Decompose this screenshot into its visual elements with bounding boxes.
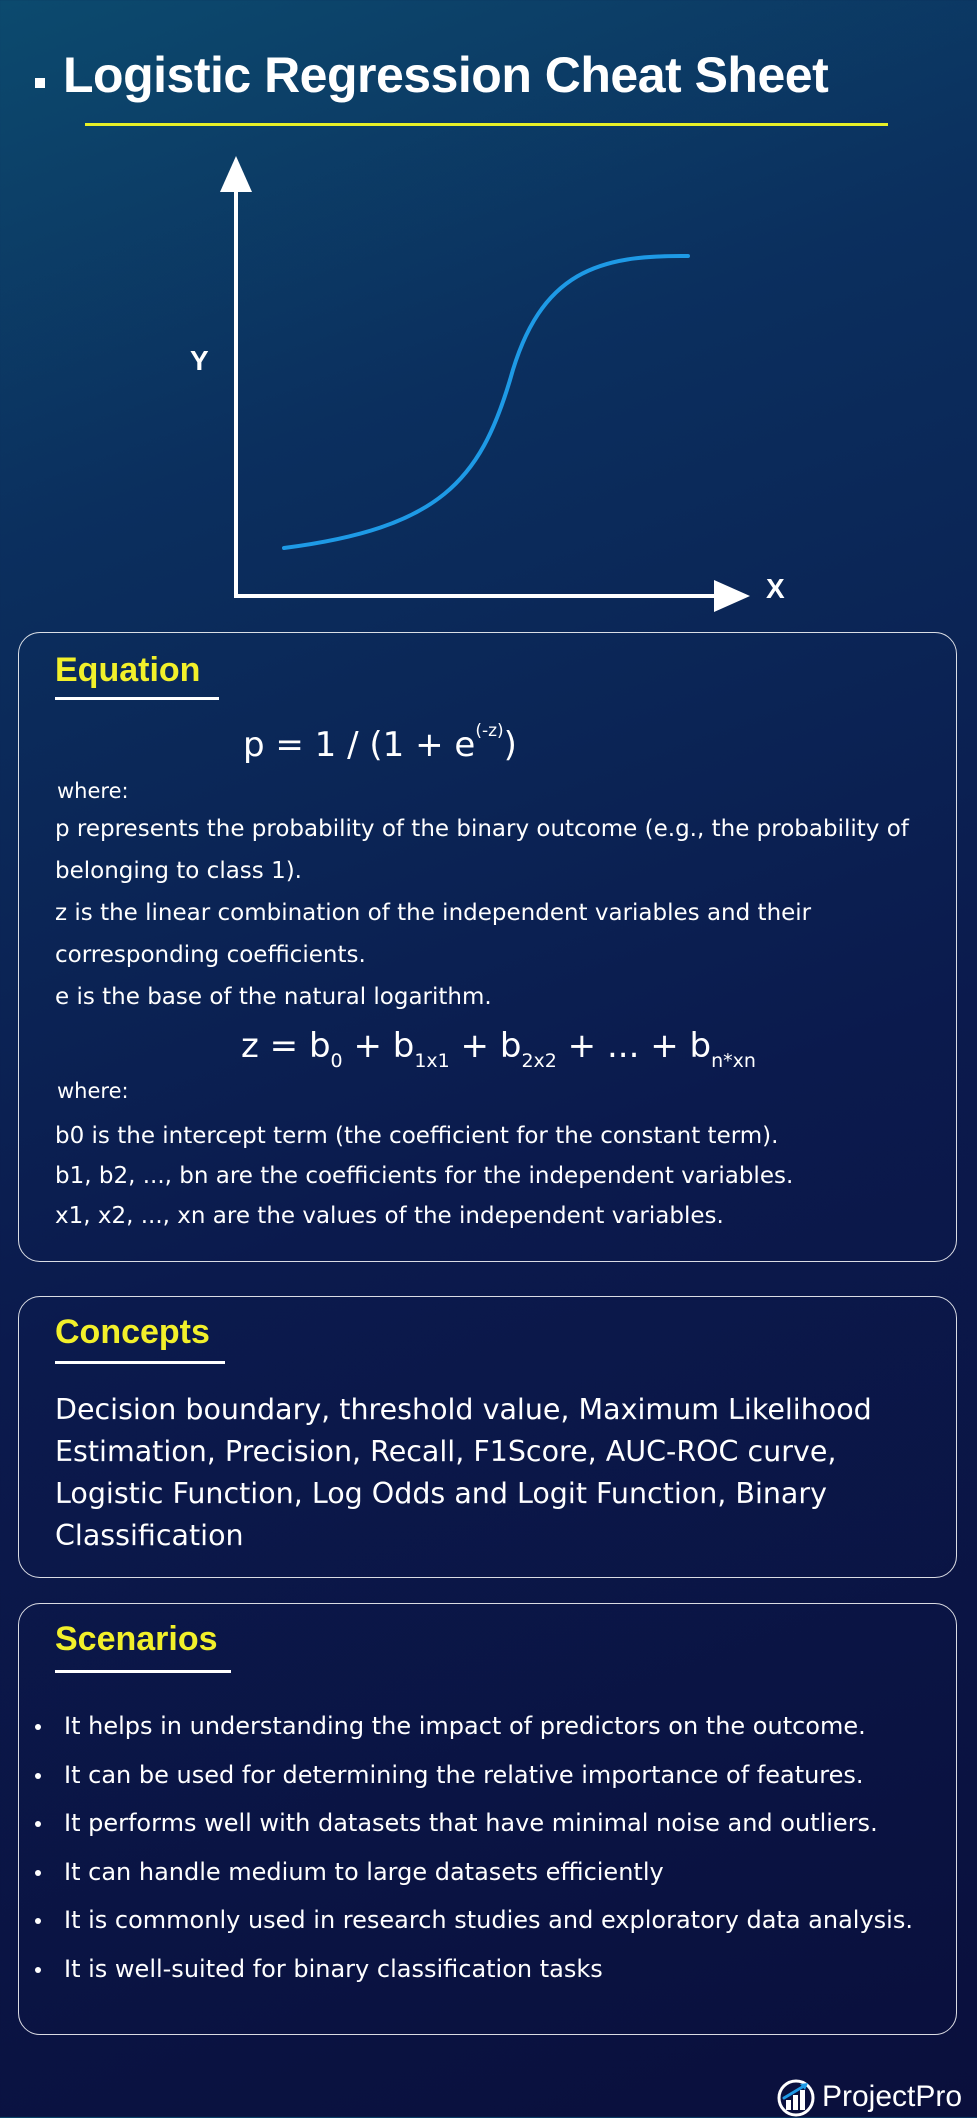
- scenarios-card: [18, 1603, 957, 2035]
- list-item: [19, 1848, 958, 1897]
- desc-e: e is the base of the natural logarithm.: [55, 984, 492, 1010]
- list-item: [19, 1945, 958, 1994]
- equation-card: [18, 632, 957, 1262]
- bullet-dot: [35, 1967, 41, 1973]
- sigmoid-svg: [180, 150, 800, 630]
- equation-description-2: [55, 1116, 932, 1236]
- equation-heading-underline: [55, 697, 219, 700]
- y-axis-label: Y: [190, 345, 209, 376]
- list-item: [19, 1751, 958, 1800]
- desc-b0: b0 is the intercept term (the coefficient for the constant term).: [55, 1123, 779, 1149]
- concepts-text: Decision boundary, threshold value, Maximum Likelihood Estimation, Precision, Recall, F1Score, AUC-ROC curve, Logistic Function, Log Odds and Logit Function, Binary Classification: [55, 1393, 872, 1552]
- scenarios-list: [19, 1702, 958, 1993]
- desc-z: z is the linear combination of the independent variables and their corresponding coefficients.: [55, 900, 812, 968]
- y-axis-arrow: [220, 156, 252, 192]
- formula2-sub: 2x2: [521, 1050, 557, 1072]
- scenarios-heading-underline: [55, 1670, 231, 1673]
- scenarios-heading: Scenarios: [55, 1620, 218, 1658]
- list-item-text: It can be used for determining the relative importance of features.: [64, 1760, 864, 1789]
- list-item-text: It is commonly used in research studies and exploratory data analysis.: [64, 1906, 913, 1934]
- brand-name: ProjectPro: [822, 2080, 963, 2113]
- desc-p: p represents the probability of the binary outcome (e.g., the probability of belonging to class 1).: [55, 816, 909, 884]
- formula2-sub: 0: [330, 1050, 343, 1072]
- page-title: Logistic Regression Cheat Sheet: [63, 47, 829, 103]
- title-underline: [85, 123, 888, 126]
- list-item-text: It helps in understanding the impact of predictors on the outcome.: [64, 1712, 866, 1740]
- desc-bn: b1, b2, ..., bn are the coefficients for the independent variables.: [55, 1163, 794, 1189]
- bullet-dot: [35, 1918, 41, 1924]
- list-item-text: It can handle medium to large datasets efficiently: [64, 1857, 664, 1886]
- x-axis-arrow: [714, 580, 750, 612]
- formula2-part: + ... + b: [556, 1026, 712, 1066]
- formula2-sub: n*xn: [711, 1050, 756, 1072]
- linear-combination-formula: [241, 1026, 756, 1072]
- list-item-text: It performs well with datasets that have minimal noise and outliers.: [64, 1809, 878, 1837]
- title-bullet: [35, 78, 45, 88]
- formula2-part: + b: [342, 1026, 415, 1066]
- equation-description-1: [55, 808, 932, 1018]
- where-label-2: where:: [57, 1079, 129, 1103]
- concepts-heading-underline: [55, 1361, 225, 1364]
- list-item-text: It is well-suited for binary classification tasks: [64, 1954, 603, 1983]
- formula2-sub: 1x1: [414, 1050, 450, 1072]
- x-axis-label: X: [766, 573, 785, 604]
- concepts-card: [18, 1296, 957, 1578]
- formula1-lhs: p = 1 / (1 + e: [243, 725, 476, 765]
- bullet-dot: [35, 1724, 41, 1730]
- concepts-heading: Concepts: [55, 1313, 210, 1351]
- probability-formula: [243, 721, 517, 765]
- formula1-exponent: (-z): [475, 721, 504, 741]
- bullet-dot: [35, 1821, 41, 1827]
- formula2-part: z = b: [241, 1026, 331, 1066]
- formula1-rhs: ): [503, 725, 517, 765]
- bullet-dot: [35, 1773, 41, 1779]
- projectpro-logo-icon: [776, 2078, 818, 2118]
- equation-heading: Equation: [55, 651, 201, 689]
- desc-xn: x1, x2, ..., xn are the values of the independent variables.: [55, 1203, 724, 1229]
- list-item: [19, 1896, 958, 1945]
- list-item: [19, 1799, 958, 1848]
- sigmoid-illustration: [180, 150, 800, 630]
- bullet-dot: [35, 1870, 41, 1876]
- list-item: [19, 1702, 958, 1751]
- where-label-1: where:: [57, 779, 129, 803]
- formula2-part: + b: [449, 1026, 522, 1066]
- sigmoid-curve: [284, 256, 688, 548]
